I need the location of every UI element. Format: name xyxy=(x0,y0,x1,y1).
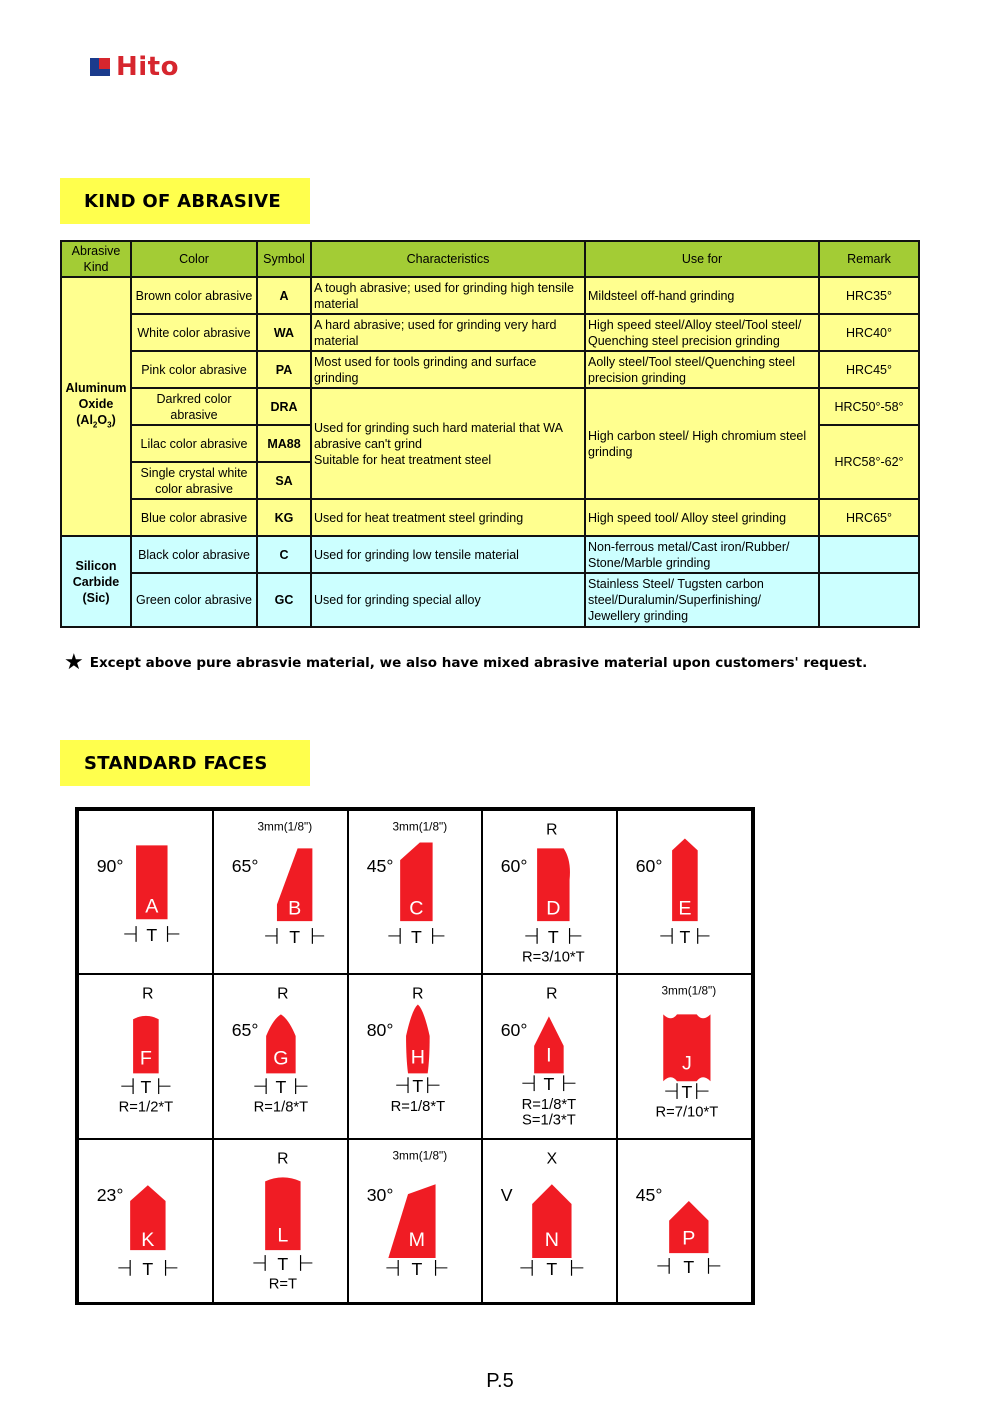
formula-label: R=3/10*T xyxy=(522,949,586,966)
face-letter: G xyxy=(273,1047,289,1070)
face-profile-l xyxy=(214,1140,347,1302)
face-profile-k xyxy=(79,1140,212,1302)
cell-remark xyxy=(819,536,919,573)
formula-label: R=1/8*T xyxy=(390,1099,445,1116)
face-letter: F xyxy=(139,1047,152,1070)
formula-label: R=T xyxy=(268,1276,297,1293)
cell-symbol: C xyxy=(257,536,311,573)
angle-label: V xyxy=(501,1184,513,1205)
header-color: Color xyxy=(131,241,257,277)
cell-color: Darkred color abrasive xyxy=(131,388,257,425)
face-profile-f xyxy=(79,975,212,1137)
angle-label: 60° xyxy=(501,855,528,876)
cell-remark: HRC50°-58° xyxy=(819,388,919,425)
cell-symbol: WA xyxy=(257,314,311,351)
face-letter: I xyxy=(546,1044,553,1067)
t-label: T xyxy=(411,1258,422,1279)
brand-logo xyxy=(90,52,179,82)
t-label: T xyxy=(543,1074,555,1095)
abrasive-table xyxy=(60,240,920,628)
face-cell-b xyxy=(213,810,348,974)
cell-color: Lilac color abrasive xyxy=(131,425,257,462)
formula-label: R=1/8*T xyxy=(253,1100,308,1117)
face-cell-g xyxy=(213,974,348,1138)
face-profile-n xyxy=(483,1140,616,1302)
face-profile-e xyxy=(618,811,751,973)
face-profile-p xyxy=(618,1140,751,1302)
header-use-for: Use for xyxy=(585,241,819,277)
logo-mark-icon xyxy=(90,58,110,76)
formula-label: R=1/2*T xyxy=(118,1100,174,1117)
t-label: T xyxy=(546,1258,558,1279)
formula-label: R=1/8*T xyxy=(522,1097,577,1114)
top-label: R xyxy=(276,1150,289,1168)
cell-remark: HRC65° xyxy=(819,499,919,536)
top-label: R xyxy=(546,985,558,1003)
cell-color: Green color abrasive xyxy=(131,573,257,627)
group-aluminum-oxide: Aluminum Oxide $(Al_2O_3)$ xyxy=(61,277,131,536)
top-label: 3mm(1/8") xyxy=(392,1148,447,1163)
face-cell-h xyxy=(348,974,483,1138)
angle-label: 23° xyxy=(96,1184,124,1205)
face-letter: A xyxy=(145,895,159,918)
face-letter: N xyxy=(545,1228,560,1251)
cell-symbol: DRA xyxy=(257,388,311,425)
t-label: T xyxy=(410,926,422,947)
t-label: T xyxy=(679,926,691,947)
cell-symbol: MA88 xyxy=(257,425,311,462)
footnote-text: Except above pure abrasvie material, we also have mixed abrasive material upon customers' request. xyxy=(89,654,868,671)
cell-characteristics: Used for grinding low tensile material xyxy=(311,536,585,573)
group-silicon-carbide: Silicon Carbide (Sic) xyxy=(61,536,131,627)
header-remark: Remark xyxy=(819,241,919,277)
angle-label: 65° xyxy=(231,855,259,876)
face-letter: D xyxy=(546,897,561,920)
cell-characteristics: A hard abrasive; used for grinding very hard material xyxy=(311,314,585,351)
cell-color: Black color abrasive xyxy=(131,536,257,573)
cell-symbol: PA xyxy=(257,351,311,388)
angle-label: 30° xyxy=(366,1184,394,1205)
angle-label: 45° xyxy=(366,855,394,876)
face-cell-l xyxy=(213,1139,348,1303)
footnote xyxy=(64,650,867,675)
t-label: T xyxy=(548,926,560,947)
angle-label: 80° xyxy=(366,1020,394,1041)
page-number: P.5 xyxy=(486,1370,514,1392)
cell-characteristics: A tough abrasive; used for grinding high tensile material xyxy=(311,277,585,314)
formula-label-2: S=1/3*T xyxy=(522,1112,577,1129)
angle-label: 60° xyxy=(501,1020,528,1041)
face-cell-j xyxy=(617,974,752,1138)
cell-use-for-merged: High carbon steel/ High chromium steel grinding xyxy=(585,388,819,499)
angle-label: 60° xyxy=(635,855,663,876)
top-label: R xyxy=(546,821,558,839)
t-label: T xyxy=(277,1253,289,1274)
cell-use-for: High speed tool/ Alloy steel grinding xyxy=(585,499,819,536)
header-abrasive-kind: Abrasive Kind xyxy=(61,241,131,277)
face-cell-e xyxy=(617,810,752,974)
top-label: 3mm(1/8") xyxy=(257,819,312,834)
cell-remark: HRC35° xyxy=(819,277,919,314)
t-label: T xyxy=(146,924,158,945)
cell-remark xyxy=(819,573,919,627)
formula-label: R=7/10*T xyxy=(655,1104,719,1121)
brand-name: Hito xyxy=(116,52,179,82)
t-label: T xyxy=(275,1077,287,1098)
table-row xyxy=(61,277,919,314)
header-symbol: Symbol xyxy=(257,241,311,277)
face-cell-i xyxy=(482,974,617,1138)
face-cell-d xyxy=(482,810,617,974)
cell-symbol: GC xyxy=(257,573,311,627)
angle-label: 45° xyxy=(635,1184,663,1205)
t-label: T xyxy=(140,1077,152,1098)
face-letter: H xyxy=(410,1046,425,1069)
t-label: T xyxy=(412,1076,423,1097)
face-profile-b xyxy=(214,811,347,973)
face-letter: L xyxy=(277,1223,289,1246)
table-row xyxy=(61,351,919,388)
section-title-standard-faces: STANDARD FACES xyxy=(60,740,310,786)
face-profile-a xyxy=(79,811,212,973)
angle-label: 65° xyxy=(231,1020,259,1041)
cell-color: Single crystal white color abrasive xyxy=(131,462,257,499)
table-row xyxy=(61,388,919,425)
t-label: T xyxy=(681,1082,693,1103)
face-cell-n xyxy=(482,1139,617,1303)
top-label: R xyxy=(276,985,289,1003)
face-letter: C xyxy=(408,897,424,920)
cell-characteristics: Used for grinding special alloy xyxy=(311,573,585,627)
cell-use-for: High speed steel/Alloy steel/Tool steel/ Quenching steel precision grinding xyxy=(585,314,819,351)
face-cell-c xyxy=(348,810,483,974)
angle-label: 90° xyxy=(96,855,124,876)
face-cell-f xyxy=(78,974,213,1138)
table-header-row xyxy=(61,241,919,277)
face-letter: B xyxy=(287,897,302,920)
t-label: T xyxy=(289,926,300,947)
cell-characteristics: Used for heat treatment steel grinding xyxy=(311,499,585,536)
face-cell-p xyxy=(617,1139,752,1303)
t-label: T xyxy=(683,1256,695,1277)
face-cell-k xyxy=(78,1139,213,1303)
face-profile-j xyxy=(618,975,751,1137)
cell-remark: HRC40° xyxy=(819,314,919,351)
face-profile-d xyxy=(483,811,616,973)
face-profile-i xyxy=(483,975,616,1137)
section-title-kind-of-abrasive: KIND OF ABRASIVE xyxy=(60,178,310,224)
cell-characteristics-merged: Used for grinding such hard material that WA abrasive can't grind Suitable for heat treatment steel xyxy=(311,388,585,499)
face-profile-m xyxy=(349,1140,482,1302)
face-letter: K xyxy=(141,1228,155,1251)
cell-color: White color abrasive xyxy=(131,314,257,351)
t-label: T xyxy=(142,1258,154,1279)
face-letter: E xyxy=(678,897,692,920)
cell-color: Brown color abrasive xyxy=(131,277,257,314)
table-row xyxy=(61,536,919,573)
cell-characteristics: Most used for tools grinding and surface grinding xyxy=(311,351,585,388)
cell-symbol: KG xyxy=(257,499,311,536)
cell-use-for: Mildsteel off-hand grinding xyxy=(585,277,819,314)
face-profile-h xyxy=(349,975,482,1137)
face-letter: J xyxy=(682,1052,692,1075)
cell-symbol: SA xyxy=(257,462,311,499)
top-label: X xyxy=(547,1150,558,1168)
face-cell-m xyxy=(348,1139,483,1303)
table-row xyxy=(61,573,919,627)
cell-color: Blue color abrasive xyxy=(131,499,257,536)
table-row xyxy=(61,314,919,351)
face-cell-a xyxy=(78,810,213,974)
cell-remark-merged: HRC58°-62° xyxy=(819,425,919,499)
face-profile-g xyxy=(214,975,347,1137)
cell-use-for: Aolly steel/Tool steel/Quenching steel precision grinding xyxy=(585,351,819,388)
cell-color: Pink color abrasive xyxy=(131,351,257,388)
table-row xyxy=(61,499,919,536)
top-label: R xyxy=(411,985,424,1003)
cell-remark: HRC45° xyxy=(819,351,919,388)
face-letter: P xyxy=(682,1226,696,1249)
star-icon: ★ xyxy=(64,650,84,675)
header-characteristics: Characteristics xyxy=(311,241,585,277)
cell-use-for: Stainless Steel/ Tugsten carbon steel/Duralumin/Superfinishing/ Jewellery grinding xyxy=(585,573,819,627)
cell-use-for: Non-ferrous metal/Cast iron/Rubber/ Stone/Marble grinding xyxy=(585,536,819,573)
top-label: 3mm(1/8") xyxy=(661,983,717,998)
face-letter: M xyxy=(408,1228,425,1251)
top-label: R xyxy=(142,985,154,1003)
standard-faces-grid xyxy=(75,807,755,1305)
cell-symbol: A xyxy=(257,277,311,314)
face-profile-c xyxy=(349,811,482,973)
top-label: 3mm(1/8") xyxy=(392,819,447,834)
